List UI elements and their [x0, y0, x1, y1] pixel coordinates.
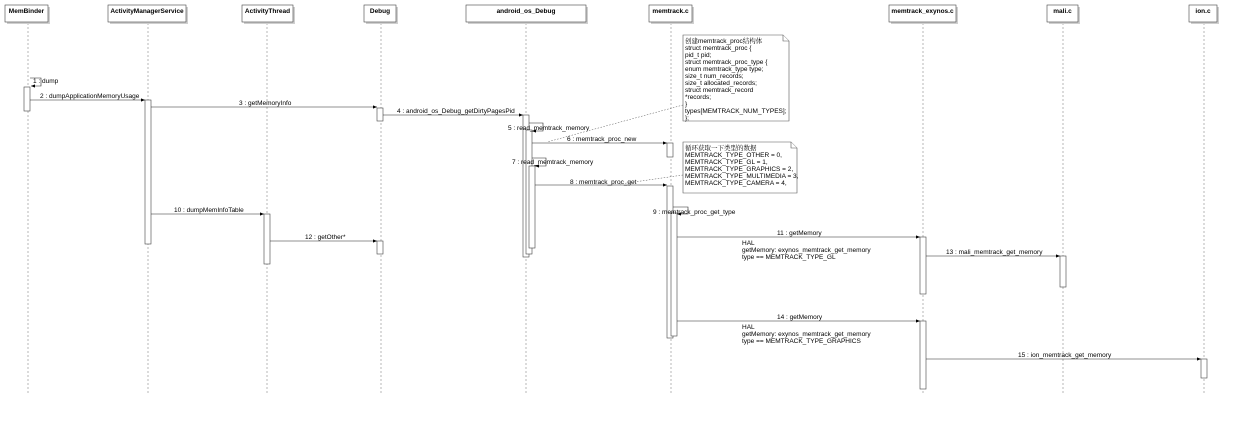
- note-line: size_t num_records;: [685, 73, 744, 80]
- message-label: 11 : getMemory: [777, 230, 822, 237]
- note-line: }: [685, 101, 688, 108]
- note-line: types[MEMTRACK_NUM_TYPES];: [685, 108, 787, 115]
- participant-activitythread: [242, 5, 295, 24]
- activations: [24, 87, 1207, 389]
- note-line: 创建memtrack_proc结构体: [685, 38, 763, 45]
- note-line: struct memtrack_proc {: [685, 45, 752, 52]
- activation-bar: [24, 87, 30, 111]
- activation-bar: [377, 241, 383, 254]
- activation-bar: [920, 321, 926, 389]
- message-label: 4 : android_os_Debug_getDirtyPagesPid: [397, 108, 515, 115]
- message-label: 6 : memtrack_proc_new: [567, 136, 637, 143]
- participant-memtrack: [649, 5, 694, 24]
- note-line: };: [685, 115, 689, 122]
- participant-label: ion.c: [1195, 8, 1211, 15]
- annotation-line: HAL: [742, 240, 755, 247]
- message-label: 2 : dumpApplicationMemoryUsage: [40, 93, 140, 100]
- message-label: 1 : dump: [33, 78, 59, 85]
- note-line: MEMTRACK_TYPE_GL = 1,: [685, 159, 768, 166]
- activation-bar: [671, 213, 677, 336]
- note-line: *records;: [685, 94, 712, 101]
- note-line: pid_t pid;: [685, 52, 712, 59]
- message-label: 14 : getMemory: [777, 314, 823, 321]
- participant-memtrack-exynos: [889, 5, 958, 24]
- participant-mali: [1047, 5, 1080, 24]
- activation-bar: [145, 100, 151, 244]
- annotation-line: HAL: [742, 324, 755, 331]
- participant-label: ActivityManagerService: [110, 8, 184, 15]
- participant-debug: [364, 5, 398, 24]
- activation-bar: [264, 214, 270, 264]
- note-line: MEMTRACK_TYPE_CAMERA = 4,: [685, 180, 787, 187]
- activation-bar: [1201, 359, 1207, 378]
- note-line: size_t allocated_records;: [685, 80, 757, 87]
- activation-bar: [377, 108, 383, 121]
- participant-label: Debug: [369, 8, 391, 15]
- note-line: struct memtrack_proc_type {: [685, 59, 768, 66]
- annotation-line: getMemory: exynos_memtrack_get_memory: [742, 331, 871, 338]
- message-label: 5 : read_memtrack_memory: [508, 125, 590, 132]
- message-label: 7 : read_memtrack_memory: [512, 159, 594, 166]
- note-line: MEMTRACK_TYPE_OTHER = 0,: [685, 152, 782, 159]
- activation-bar: [529, 166, 535, 248]
- participant-label: memtrack_exynos.c: [891, 8, 954, 15]
- participant-label: mali.c: [1053, 8, 1072, 15]
- activation-bar: [1060, 256, 1066, 287]
- annotation-line: getMemory: exynos_memtrack_get_memory: [742, 247, 871, 254]
- participant-ion: [1189, 5, 1219, 24]
- participant-membinder: [5, 5, 50, 24]
- participant-ams: [108, 5, 188, 24]
- activation-bar: [920, 237, 926, 294]
- note-line: MEMTRACK_TYPE_MULTIMEDIA = 3,: [685, 173, 799, 180]
- message-label: 9 : memtrack_proc_get_type: [653, 209, 736, 216]
- message-label: 13 : mali_memtrack_get_memory: [946, 249, 1043, 256]
- note-line: enum memtrack_type type;: [685, 66, 764, 73]
- note-line: struct memtrack_record: [685, 87, 754, 94]
- activation-bar: [667, 143, 673, 157]
- participants: [5, 5, 1219, 24]
- participant-android-os-debug: [466, 5, 588, 24]
- message-label: 10 : dumpMemInfoTable: [174, 207, 244, 214]
- participant-label: ActivityThread: [244, 8, 291, 15]
- participant-label: memtrack.c: [652, 8, 689, 15]
- messages: [30, 78, 1201, 359]
- note-memtrack-types: [620, 142, 799, 193]
- message-label: 8 : memtrack_proc_get: [570, 179, 637, 186]
- hal-annotation-gl: [742, 240, 871, 261]
- message-label: 3 : getMemoryInfo: [239, 100, 292, 107]
- note-line: MEMTRACK_TYPE_GRAPHICS = 2,: [685, 166, 794, 173]
- participant-label: android_os_Debug: [496, 8, 556, 15]
- message-label: 15 : ion_memtrack_get_memory: [1018, 352, 1112, 359]
- annotation-line: type == MEMTRACK_TYPE_GL: [742, 254, 836, 261]
- note-line: 循环获取一下类型的数据: [685, 145, 757, 152]
- hal-annotation-graphics: [742, 324, 871, 345]
- message-label: 12 : getOther*: [305, 234, 346, 241]
- participant-label: MemBinder: [8, 8, 45, 15]
- annotation-line: type == MEMTRACK_TYPE_GRAPHICS: [742, 338, 861, 345]
